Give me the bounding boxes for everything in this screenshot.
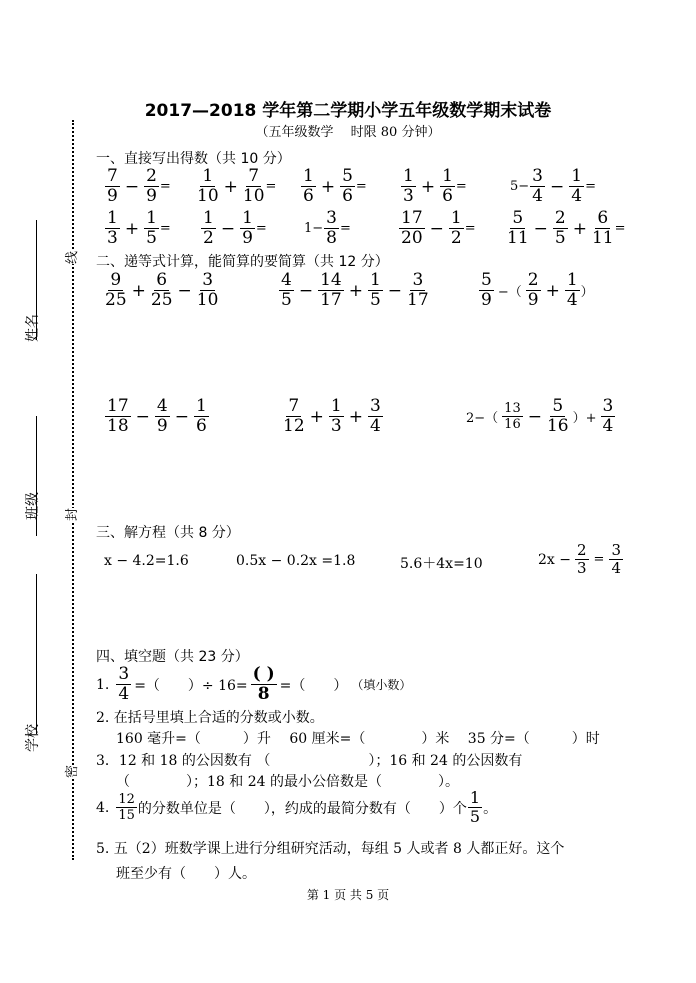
s2-problem-3: $\frac{5}{9}$ −（ $\frac{2}{9}$ + $\frac{1}{4}$ ） — [481, 270, 594, 310]
page-footer: 第 1 页 共 5 页 — [306, 888, 390, 902]
s1-item-5: 5− $\frac{3}{4}$ − $\frac{1}{4}$ = — [510, 166, 596, 206]
equation-2: 0.5x − 0.2x =1.8 — [236, 553, 356, 569]
q3-continued: （ ）；18 和 24 的最小公倍数是（ ）。 — [116, 774, 459, 790]
q2-blanks: 160 毫升=（ ）升 60 厘米=（ ）米 35 分=（ ）时 — [116, 731, 600, 747]
s2-problem-1: $\frac{9}{25}$ + $\frac{6}{25}$ − $\frac{3}{10}$ — [105, 270, 219, 310]
binding-dotted-line — [72, 120, 74, 860]
seal-mark-seal: 封 — [61, 508, 80, 521]
s1-item-8: 1− $\frac{3}{8}$ = — [304, 208, 351, 248]
s2-problem-2: $\frac{4}{5}$ − $\frac{14}{17}$ + $\frac{1}{5}$ − $\frac{3}{17}$ — [281, 270, 429, 310]
class-label: 班级 — [25, 492, 41, 520]
s2-problem-6: 2−（ $\frac{13}{16}$ − $\frac{5}{16}$ ）+ $\frac{3}{4}$ — [466, 396, 614, 436]
section4-heading: 四、填空题（共 23 分） — [96, 649, 249, 665]
q5: 5. 五（2）班数学课上进行分组研究活动，每组 5 人或者 8 人都正好。这个 — [96, 841, 565, 857]
school-blank — [36, 574, 38, 734]
seal-mark-secret: 密 — [61, 765, 80, 778]
s1-item-1: $\frac{7}{9}$ − $\frac{2}{9}$ = — [107, 166, 171, 206]
s2-problem-5: $\frac{7}{12}$ + $\frac{1}{3}$ + $\frac{3}{4}$ — [283, 396, 381, 436]
name-label: 姓名 — [25, 314, 41, 342]
equation-4: 2x − $\frac{2}{3}$ = $\frac{3}{4}$ — [538, 541, 621, 577]
q3: 3．12 和 18 的公因数有 （ ）；16 和 24 的公因数有 — [96, 753, 523, 769]
equation-3: 5.6＋4x=10 — [400, 556, 483, 572]
page-title: 2017—2018 学年第二学期小学五年级数学期末试卷 — [144, 101, 552, 121]
s1-item-2: $\frac{1}{10}$ + $\frac{7}{10}$ = — [197, 166, 277, 206]
section2-heading: 二、递等式计算，能简算的要简算（共 12 分） — [96, 254, 389, 270]
q1: 1. $\frac{3}{4}$ =（ ）÷ 16= $\frac{( )}{8}$ =（ ） （填小数） — [96, 664, 412, 704]
q4: 4. $\frac{12}{15}$ 的分数单位是（ ），约成的最简分数有（ ）个 $\frac{1}{5}$ 。 — [96, 788, 498, 826]
s1-item-3: $\frac{1}{6}$ + $\frac{5}{6}$ = — [303, 166, 367, 206]
s1-item-10: $\frac{5}{11}$ − $\frac{2}{5}$ + $\frac{6}{11}$ = — [507, 208, 626, 248]
school-label: 学校 — [25, 724, 41, 752]
section3-heading: 三、解方程（共 8 分） — [96, 525, 240, 541]
s1-item-7: $\frac{1}{2}$ − $\frac{1}{9}$ = — [203, 208, 267, 248]
s1-item-6: $\frac{1}{3}$ + $\frac{1}{5}$ = — [107, 208, 171, 248]
seal-mark-line: 线 — [61, 251, 80, 264]
equation-1: x − 4.2=1.6 — [104, 553, 189, 569]
section1-heading: 一、直接写出得数（共 10 分） — [96, 151, 291, 167]
q2: 2. 在括号里填上合适的分数或小数。 — [96, 710, 324, 726]
s1-item-9: $\frac{17}{20}$ − $\frac{1}{2}$ = — [401, 208, 476, 248]
s1-item-4: $\frac{1}{3}$ + $\frac{1}{6}$ = — [403, 166, 467, 206]
s2-problem-4: $\frac{17}{18}$ − $\frac{4}{9}$ − $\frac{1}{6}$ — [107, 396, 207, 436]
q5-continued: 班至少有（ ）人。 — [116, 866, 256, 882]
page-subtitle: （五年级数学 时限 80 分钟） — [255, 125, 441, 140]
